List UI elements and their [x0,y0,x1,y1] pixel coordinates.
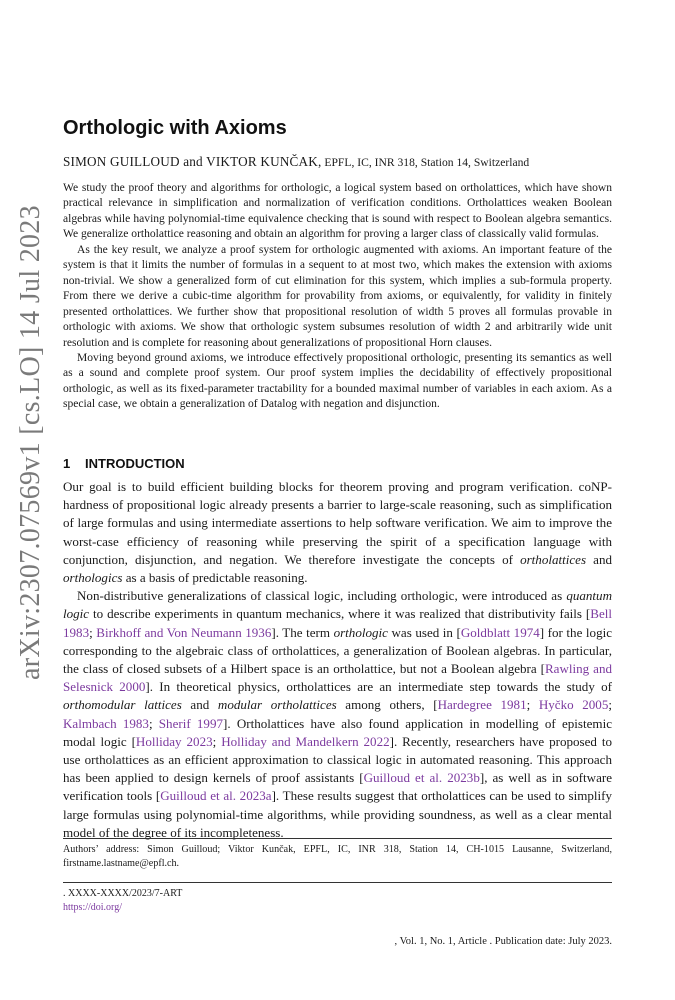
footnote-divider [63,838,612,839]
emphasis-orthomodular-lattices: orthomodular lattices [63,697,182,713]
citation-link[interactable]: Birkhoff and Von Neumann 1936 [96,624,272,640]
abstract [63,181,612,413]
author-names: SIMON GUILLOUD and VIKTOR KUNČAK, [63,154,322,169]
emphasis-orthologics: orthologics [63,570,123,586]
section-heading [63,456,185,471]
abstract-paragraph-1: We study the proof theory and algorithms for orthologic, a logical system based on ortholattices, which have shown practical relevance in simplification and normalization of verification conditions. Ortholattices weaken Boolean algebras while having polynomial-time equivalence checking that is sound with respect to Boolean algebra semantics. We generalize ortholattice reasoning and obtain an algorithm for proving a larger class of classically valid formulas. [63,182,612,241]
introduction-body [63,478,612,842]
author-line [63,154,529,170]
doi-divider [63,882,612,883]
emphasis-modular-ortholattices: modular ortholattices [217,697,337,713]
abstract-paragraph-3: Moving beyond ground axioms, we introduce effectively propositional orthologic, presenting its semantics as well as a sound and complete proof system. Our proof system implies the decidability of effectively propositional orthologic, as well as its fixed-parameter tractability for a bounded maximal number of variables in each axiom. As a special case, we obtain a generalization of Datalog with negation and disjunction. [63,351,612,411]
paper-title: Orthologic with Axioms [63,117,287,139]
citation-link[interactable]: Holliday 2023 [135,733,213,749]
citation-link[interactable]: Goldblatt 1974 [460,624,540,640]
citation-link[interactable]: Holliday and Mandelkern 2022 [221,733,390,749]
citation-link[interactable]: Hardegree 1981 [437,697,527,713]
citation-link[interactable]: Kalmbach 1983 [63,715,149,731]
emphasis-orthologic: orthologic [333,624,388,640]
doi-link[interactable]: https://doi.org/ [63,901,122,913]
intro-paragraph-2: Non-distributive generalizations of classical logic, including orthologic, were introduced as quantum logic to describe experiments in quantum mechanics, where it was realized that distributivity fails [Bell 1983; Birkhoff and Von Neumann 1936]. The term orthologic was used in [Goldblatt 1974] for the logic corresponding to the algebraic class of ortholattices, a generalization of Boolean algebras. In particular, the class of closed subsets of a Hilbert space is an ortholattice, but not a Boolean algebra [Rawling and Selesnick 2000]. In theoretical physics, ortholattices are an intermediate step towards the study of orthomodular lattices and modular ortholattices among others, [Hardegree 1981; Hyčko 2005; Kalmbach 1983; Sherif 1997]. Ortholattices have also found application in modelling of epistemic modal logic [Holliday 2023; Holliday and Mandelkern 2022]. Recently, researchers have proposed to use ortholattices as an efficient approximation to classical logic in automated reasoning. This approach has been applied to design kernels of proof assistants [Guilloud et al. 2023b], as well as in software verification tools [Guilloud et al. 2023a]. These results suggest that ortholattices can be used to simplify large formulas using polynomial-time algorithms, while providing soundness, as well as a clear mental model of the degree of its incompleteness. [63,588,613,840]
author-address-footnote [63,843,612,870]
citation-link[interactable]: Hyčko 2005 [538,697,609,713]
section-number: 1 [63,456,71,471]
arxiv-stamp: arXiv:2307.07569v1 [cs.LO] 14 Jul 2023 [15,205,46,680]
doi-block [63,887,182,914]
citation-link[interactable]: Bell 1983 [63,606,612,640]
running-footer: , Vol. 1, No. 1, Article . Publication date: July 2023. [394,936,612,947]
emphasis-ortholattices: ortholattices [520,551,587,567]
citation-link[interactable]: Sherif 1997 [158,715,223,731]
abstract-paragraph-2: As the key result, we analyze a proof system for orthologic augmented with axioms. An important feature of the system is that it limits the number of formulas in a sequent to at most two, which makes the extension with axioms non-trivial. We show a generalized form of cut elimination for this system, which implies a sub-formula property. From there we derive a cubic-time algorithm for provability from axioms, or equivalently, for validity in finitely presented ortholattices. We further show that propositional resolution of width 5 proves all formulas provable in orthologic with axioms. We show that orthologic system subsumes resolution of width 2 and arbitrarily wide unit resolution and is complete for reasoning about generalizations of propositional Horn clauses. [63,243,612,349]
footnote-text: Authors’ address: Simon Guilloud; Viktor Kunčak, EPFL, IC, INR 318, Station 14, CH-1015 Lausanne, Switzerland, firstname.lastname@epfl.ch. [63,844,612,869]
article-id: . XXXX-XXXX/2023/7-ART [63,888,183,899]
section-title: INTRODUCTION [85,456,185,471]
citation-link[interactable]: Rawling and Selesnick 2000 [63,661,612,695]
citation-link[interactable]: Guilloud et al. 2023a [160,788,272,804]
intro-paragraph-1: Our goal is to build efficient building blocks for theorem proving and program verification. coNP-hardness of propositional logic already presents a barrier to large-scale reasoning, such as simplification of large formulas and using intermediate assertions to help software verification. We aim to improve the worst-case efficiency of reasoning while preserving the spirit of a specification language with conjunction, disjunction, and negation. We therefore investigate the concepts of ortholattices and orthologics as a basis of predictable reasoning. [63,479,612,586]
author-affiliation: EPFL, IC, INR 318, Station 14, Switzerland [321,156,530,169]
citation-link[interactable]: Guilloud et al. 2023b [363,770,480,786]
emphasis-quantum-logic: quantum logic [63,588,612,622]
